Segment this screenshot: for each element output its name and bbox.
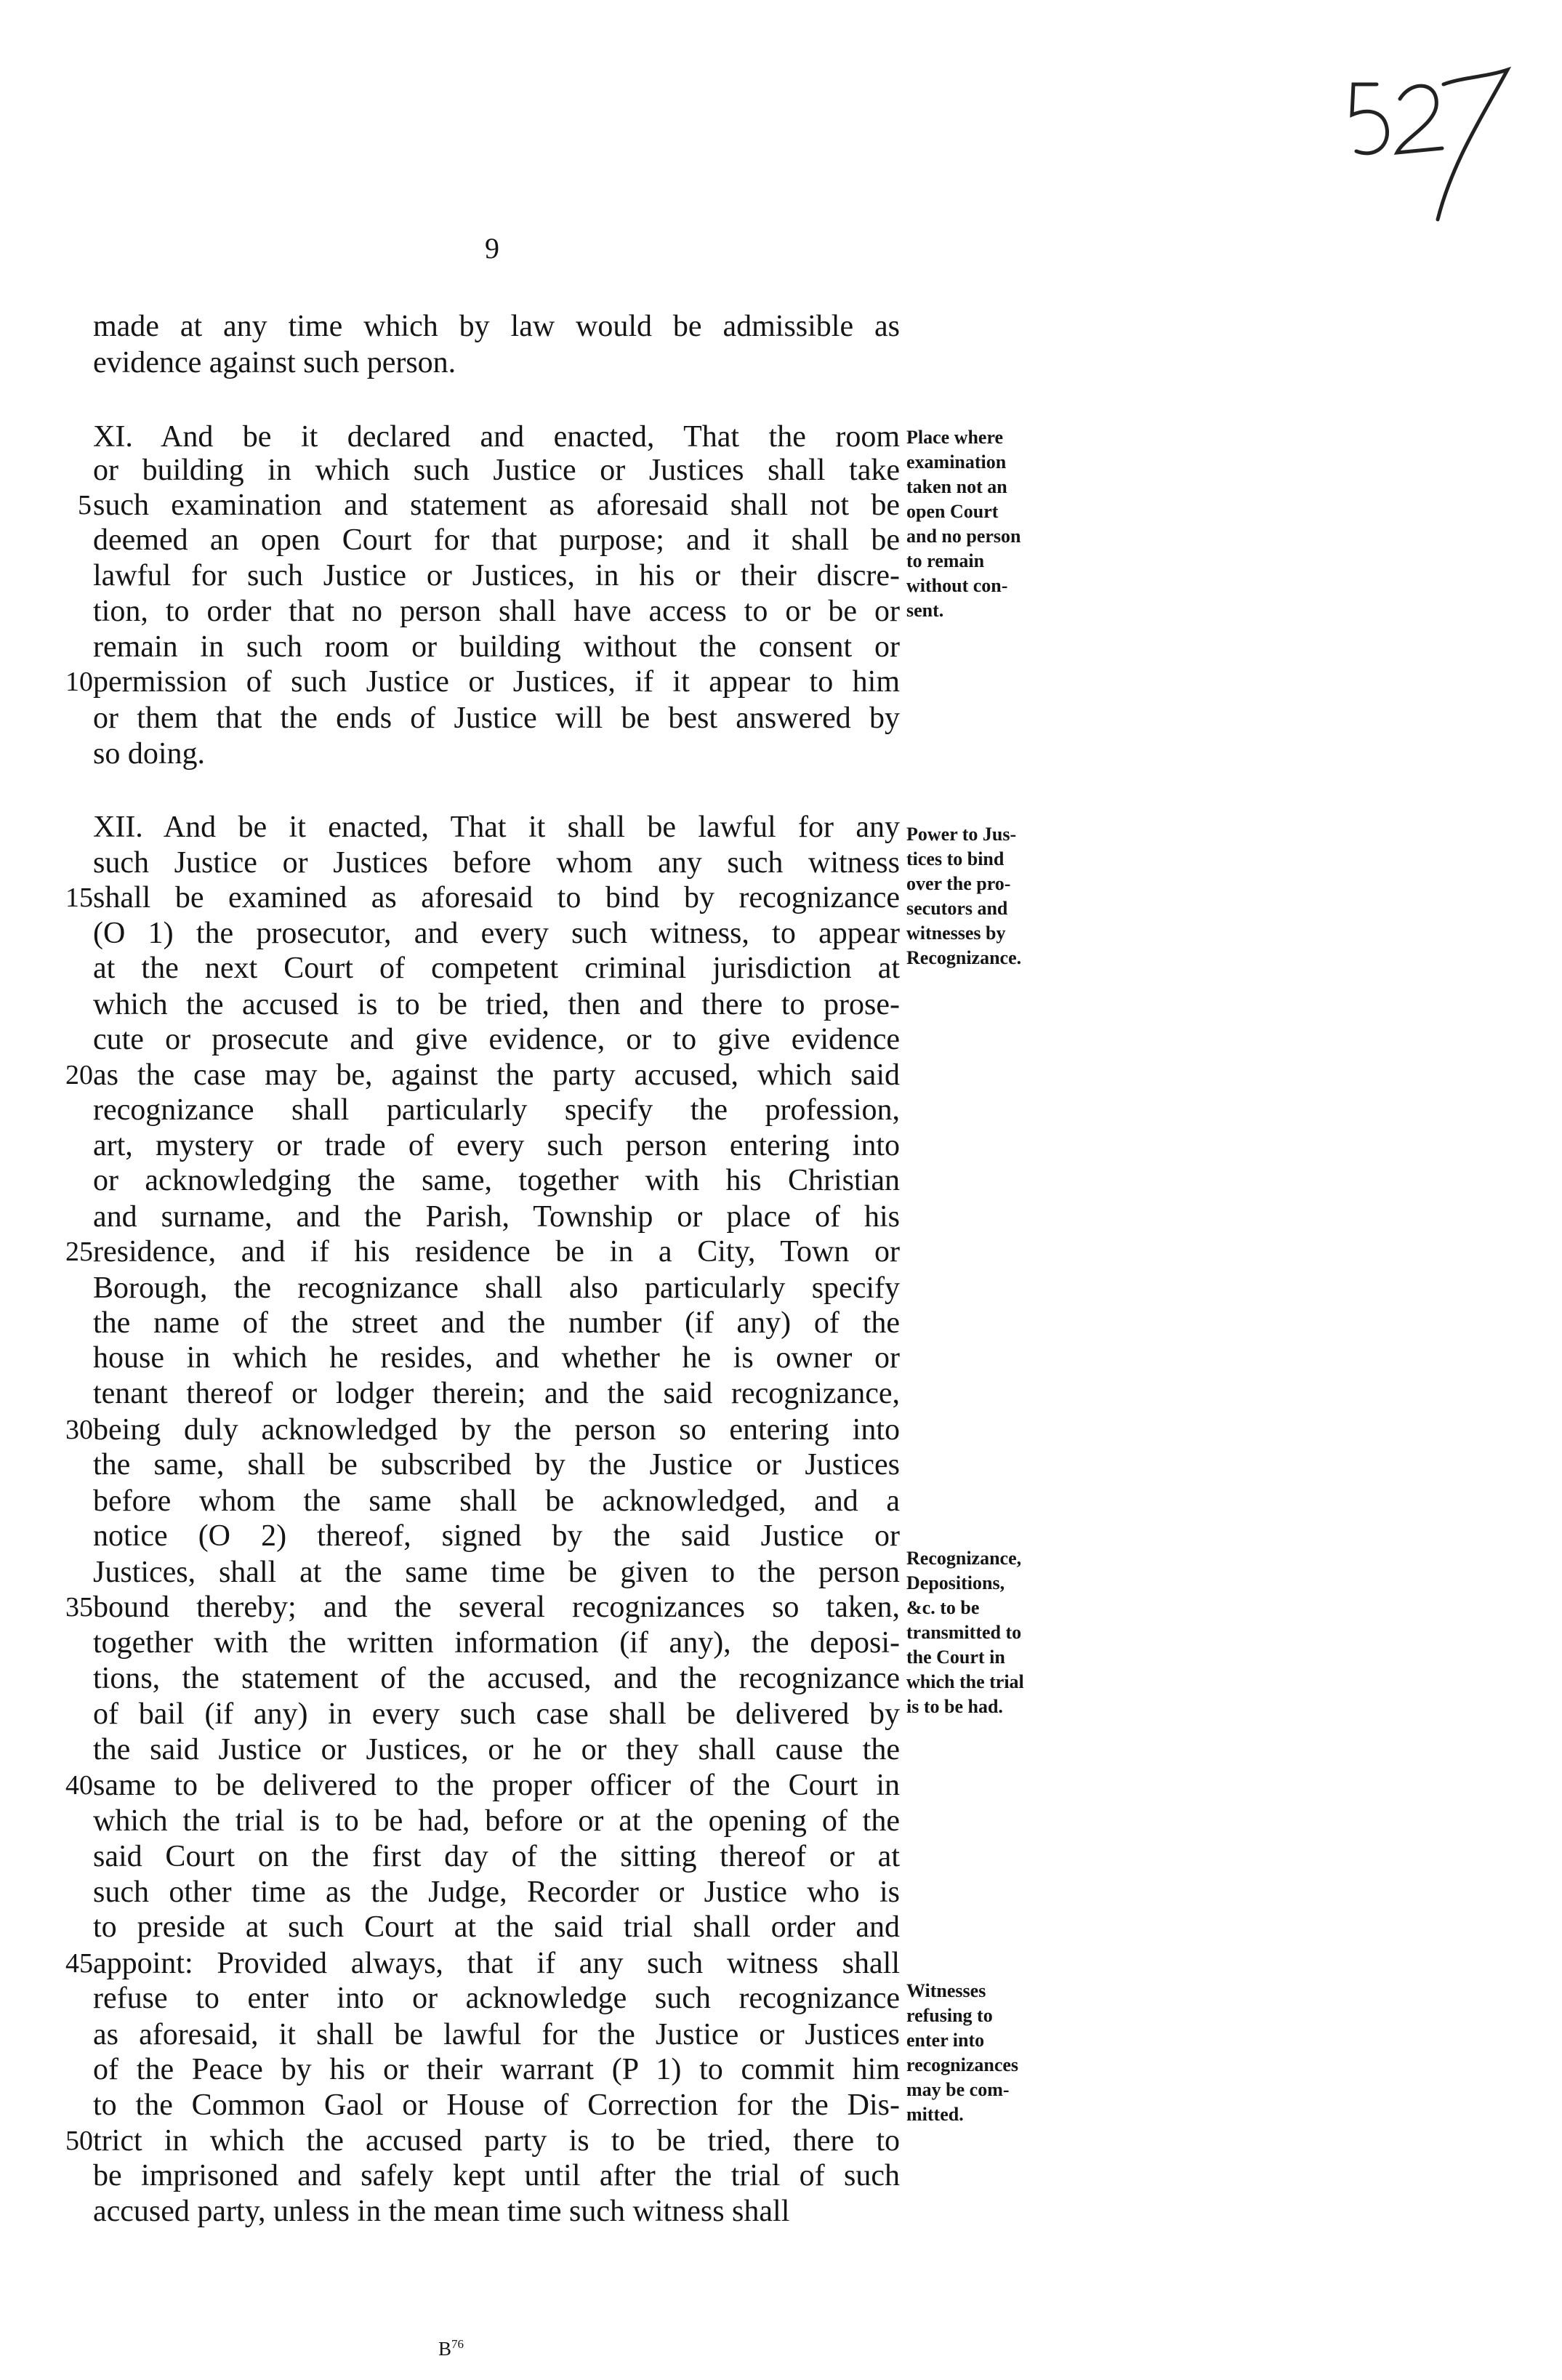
body-line: XI. And be it declared and enacted, That the room xyxy=(93,420,900,454)
margin-note-line: Depositions, xyxy=(906,1572,1005,1593)
body-line: lawful for such Justice or Justices, in his or their discre- xyxy=(93,559,900,592)
line-number: 10 xyxy=(65,667,93,697)
body-line: art, mystery or trade of every such person entering into xyxy=(93,1129,900,1162)
margin-note-line: without con- xyxy=(906,575,1008,596)
margin-note-line: and no person xyxy=(906,526,1021,547)
body-line: shall be examined as aforesaid to bind by recognizance xyxy=(93,881,900,914)
margin-note-line: Power to Jus- xyxy=(906,824,1017,845)
body-line: tions, the statement of the accused, and the recognizance xyxy=(93,1662,900,1695)
body-line: of the Peace by his or their warrant (P 1) to commit him xyxy=(93,2053,900,2086)
body-line: of bail (if any) in every such case shall be delivered by xyxy=(93,1697,900,1731)
line-number: 45 xyxy=(65,1948,93,1979)
margin-note-line: open Court xyxy=(906,501,999,522)
line-number: 25 xyxy=(65,1237,93,1267)
body-line: appoint: Provided always, that if any such witness shall xyxy=(93,1947,900,1980)
handwritten-folio-text: 527 xyxy=(1346,43,1364,55)
margin-note-line: over the pro- xyxy=(906,873,1011,894)
page-number: 9 xyxy=(485,232,499,265)
body-line: residence, and if his residence be in a City, Town or xyxy=(93,1235,900,1269)
margin-note-line: taken not an xyxy=(906,476,1007,497)
margin-note-line: sent. xyxy=(906,600,944,621)
body-line: recognizance shall particularly specify the profession, xyxy=(93,1093,900,1127)
body-line: so doing. xyxy=(93,737,206,771)
body-line: such other time as the Judge, Recorder or Justice who is xyxy=(93,1876,900,1909)
body-line: refuse to enter into or acknowledge such recognizance xyxy=(93,1982,900,2015)
margin-note-line: Place where xyxy=(906,427,1004,448)
body-line: which the accused is to be tried, then and there to prose- xyxy=(93,988,900,1021)
body-line: as the case may be, against the party accused, which said xyxy=(93,1058,900,1092)
body-line: to the Common Gaol or House of Correction for the Dis- xyxy=(93,2088,900,2122)
body-line: the said Justice or Justices, or he or they shall cause the xyxy=(93,1733,900,1766)
margin-note-line: Recognizance. xyxy=(906,947,1022,968)
margin-note-line: recognizances xyxy=(906,2054,1019,2075)
margin-note-line: &c. to be xyxy=(906,1597,980,1618)
margin-note-line: witnesses by xyxy=(906,922,1006,944)
body-line: to preside at such Court at the said trial shall order and xyxy=(93,1910,900,1944)
body-line: remain in such room or building without the consent or xyxy=(93,630,900,664)
line-number: 35 xyxy=(65,1592,93,1623)
body-line: deemed an open Court for that purpose; and it shall be xyxy=(93,523,900,557)
body-line: accused party, unless in the mean time such witness shall xyxy=(93,2195,790,2228)
body-line: being duly acknowledged by the person so entering into xyxy=(93,1413,900,1447)
margin-note-line: refusing to xyxy=(906,2005,993,2026)
body-line: (O 1) the prosecutor, and every such witness, to appear xyxy=(93,917,900,950)
margin-note-line: examination xyxy=(906,451,1007,473)
body-line: Borough, the recognizance shall also particularly specify xyxy=(93,1271,900,1305)
margin-note-line: transmitted to xyxy=(906,1622,1022,1643)
body-line: Justices, shall at the same time be given to the person xyxy=(93,1556,900,1589)
body-line: as aforesaid, it shall be lawful for the Justice or Justices xyxy=(93,2018,900,2051)
line-number: 50 xyxy=(65,2126,93,2156)
signature-letter: B xyxy=(438,2338,452,2360)
body-line: said Court on the first day of the sitting thereof or at xyxy=(93,1840,900,1873)
body-line: such examination and statement as aforesaid shall not be xyxy=(93,489,900,522)
handwritten-folio-number xyxy=(1346,43,1513,227)
body-line: be imprisoned and safely kept until after the trial of such xyxy=(93,2159,900,2192)
body-line: the same, shall be subscribed by the Justice or Justices xyxy=(93,1448,900,1482)
line-number: 20 xyxy=(65,1060,93,1090)
body-line: same to be delivered to the proper officer of the Court in xyxy=(93,1769,900,1802)
line-number: 5 xyxy=(78,490,92,520)
signature-number: 76 xyxy=(451,2337,464,2351)
printer-signature-mark xyxy=(438,2337,464,2360)
body-line: evidence against such person. xyxy=(93,346,456,379)
line-number: 40 xyxy=(65,1770,93,1801)
body-line: together with the written information (if any), the deposi- xyxy=(93,1626,900,1660)
body-line: cute or prosecute and give evidence, or to give evidence xyxy=(93,1023,900,1056)
body-line: permission of such Justice or Justices, if it appear to him xyxy=(93,665,900,699)
margin-note-line: Recognizance, xyxy=(906,1548,1022,1569)
margin-note-line: secutors and xyxy=(906,898,1008,919)
body-line: tenant thereof or lodger therein; and the said recognizance, xyxy=(93,1377,900,1410)
line-number: 30 xyxy=(65,1415,93,1445)
body-line: or them that the ends of Justice will be best answered by xyxy=(93,701,900,735)
line-number: 15 xyxy=(65,883,93,913)
margin-note-line: mitted. xyxy=(906,2104,964,2125)
margin-note-line: which the trial xyxy=(906,1671,1024,1692)
body-line: XII. And be it enacted, That it shall be lawful for any xyxy=(93,811,900,844)
body-line: before whom the same shall be acknowledged, and a xyxy=(93,1484,900,1518)
body-line: made at any time which by law would be admissible as xyxy=(93,310,900,343)
margin-note-line: enter into xyxy=(906,2030,985,2051)
margin-note-line: tices to bind xyxy=(906,848,1005,869)
body-line: bound thereby; and the several recognizances so taken, xyxy=(93,1591,900,1624)
body-line: or building in which such Justice or Justices shall take xyxy=(93,454,900,487)
body-line: and surname, and the Parish, Township or place of his xyxy=(93,1200,900,1234)
margin-note-line: the Court in xyxy=(906,1647,1005,1668)
body-line: which the trial is to be had, before or at the opening of the xyxy=(93,1804,900,1838)
body-line: such Justice or Justices before whom any such witness xyxy=(93,846,900,880)
margin-note-line: to remain xyxy=(906,550,985,571)
body-line: at the next Court of competent criminal jurisdiction at xyxy=(93,952,900,985)
body-line: house in which he resides, and whether he is owner or xyxy=(93,1341,900,1375)
body-line: notice (O 2) thereof, signed by the said Justice or xyxy=(93,1519,900,1553)
margin-note-line: Witnesses xyxy=(906,1980,986,2001)
body-line: or acknowledging the same, together with his Christian xyxy=(93,1164,900,1197)
margin-note-line: may be com- xyxy=(906,2079,1010,2100)
body-line: tion, to order that no person shall have access to or be or xyxy=(93,595,900,628)
margin-note-line: is to be had. xyxy=(906,1696,1003,1717)
body-line: the name of the street and the number (if any) of the xyxy=(93,1306,900,1340)
body-line: trict in which the accused party is to be tried, there to xyxy=(93,2124,900,2158)
